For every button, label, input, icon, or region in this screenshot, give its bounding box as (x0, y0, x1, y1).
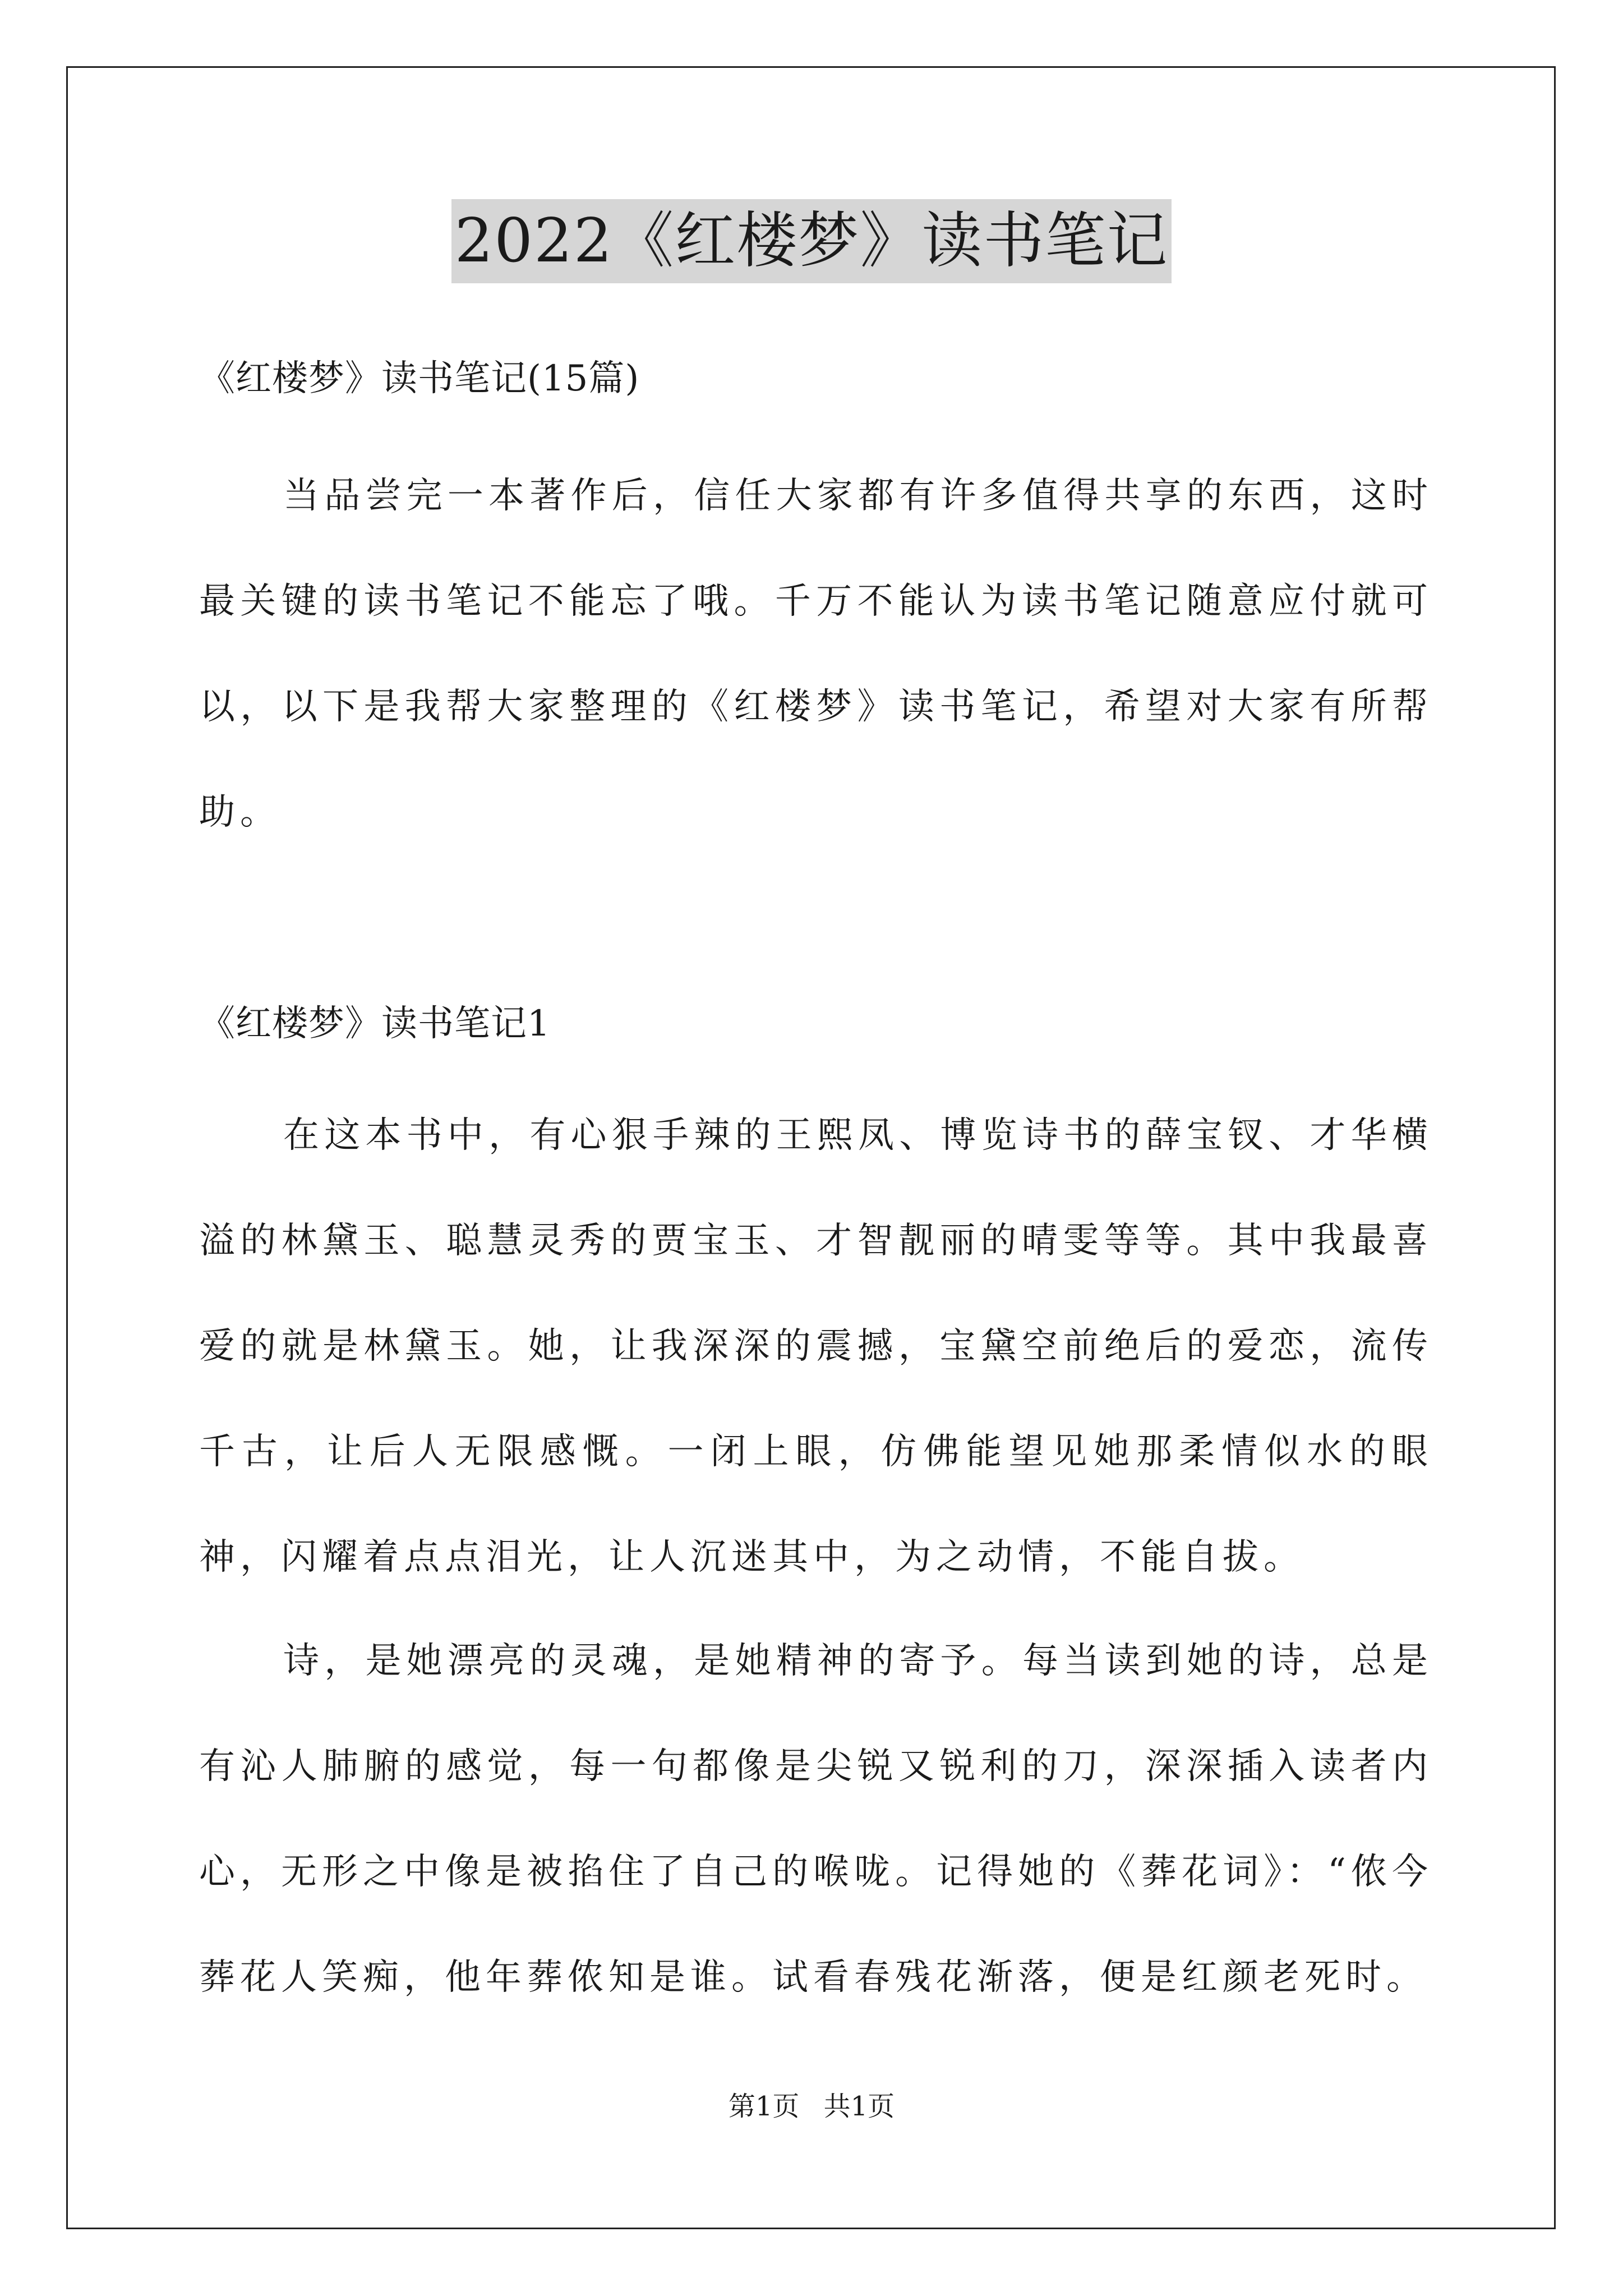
document-title: 2022《红楼梦》读书笔记 (451, 199, 1172, 283)
page-number: 第1页 (728, 2091, 800, 2122)
section-heading: 《红楼梦》读书笔记1 (199, 1003, 551, 1045)
title-container (0, 199, 1623, 283)
body-paragraph-1: 在这本书中，有心狠手辣的王熙凤、博览诗书的薛宝钗、才华横溢的林黛玉、聪慧灵秀的贾宝玉、才智靓丽的晴雯等等。其中我最喜爱的就是林黛玉。她，让我深深的震撼，宝黛空前绝后的爱恋，流传千古，让后人无限感慨。一闭上眼，仿佛能望见她那柔情似水的眼神，闪耀着点点泪光，让人沉迷其中，为之动情，不能自拔。 (199, 1115, 1433, 1578)
body-paragraph-2: 诗，是她漂亮的灵魂，是她精神的寄予。每当读到她的诗，总是有沁人肺腑的感觉，每一句都像是尖锐又锐利的刀，深深插入读者内心，无形之中像是被掐住了自己的喉咙。记得她的《葬花词》：“侬今葬花人笑痴，他年葬侬知是谁。试看春残花渐落，便是红颜老死时。 (199, 1640, 1433, 1998)
page-footer (0, 2090, 1623, 2123)
document-subtitle: 《红楼梦》读书笔记(15篇) (199, 358, 640, 399)
intro-paragraph: 当品尝完一本著作后，信任大家都有许多值得共享的东西，这时最关键的读书笔记不能忘了哦。千万不能认为读书笔记随意应付就可以，以下是我帮大家整理的《红楼梦》读书笔记，希望对大家有所帮助。 (199, 475, 1433, 833)
page-total: 共1页 (823, 2091, 895, 2122)
